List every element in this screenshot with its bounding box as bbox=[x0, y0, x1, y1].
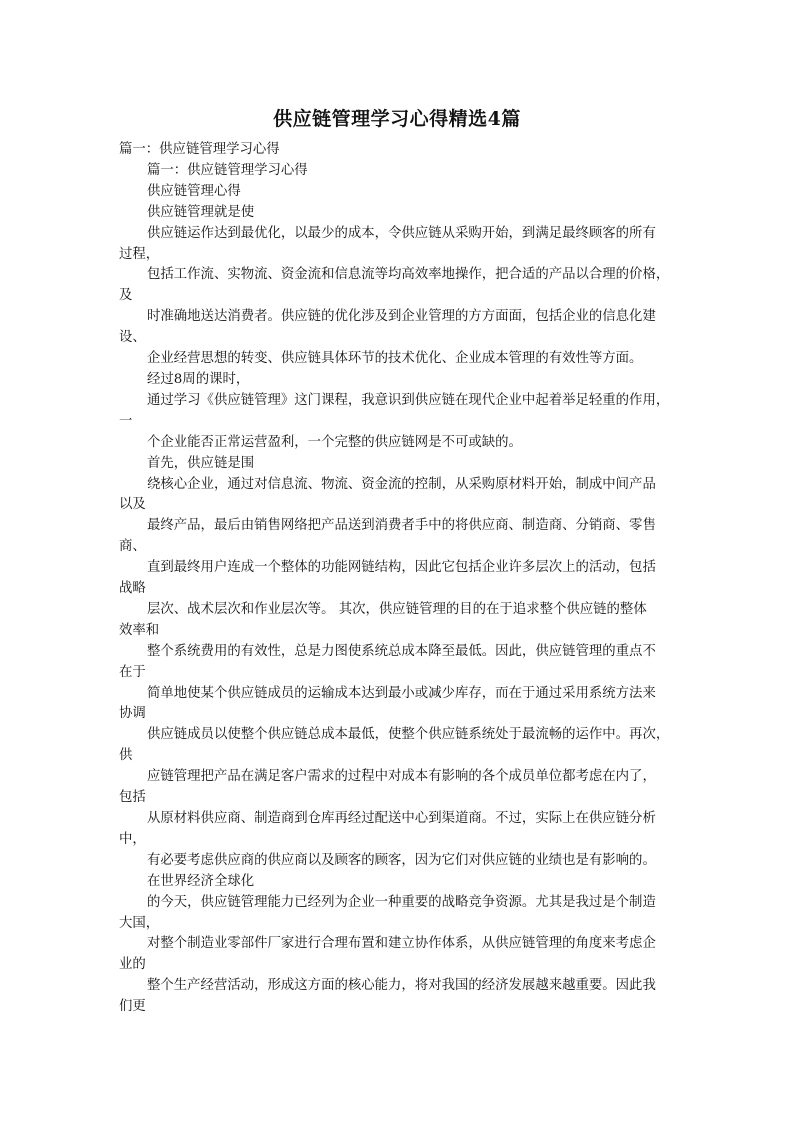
text-line: 供 bbox=[119, 748, 133, 764]
text-line: 业的 bbox=[119, 957, 146, 973]
text-line: 篇一：供应链管理学习心得 bbox=[147, 162, 308, 178]
text-line: 有必要考虑供应商的供应商以及顾客的顾客，因为它们对供应链的业绩也是有影响的。 bbox=[147, 852, 656, 868]
text-line: 整个系统费用的有效性，总是力图使系统总成本降至最低。因此，供应链管理的重点不 bbox=[147, 643, 656, 659]
text-line: 在于 bbox=[119, 664, 146, 680]
text-line: 对整个制造业零部件厂家进行合理布置和建立协作体系，从供应链管理的角度来考虑企 bbox=[147, 936, 656, 952]
text-line: 战略 bbox=[119, 581, 146, 597]
text-line: 经过8周的课时， bbox=[147, 371, 250, 387]
text-line: 一 bbox=[119, 413, 133, 429]
text-line: 整个生产经营活动，形成这方面的核心能力，将对我国的经济发展越来越重要。因此我 bbox=[147, 978, 656, 994]
text-line: 在世界经济全球化 bbox=[147, 873, 255, 889]
text-line: 供应链运作达到最优化，以最少的成本，令供应链从采购开始，到满足最终顾客的所有 bbox=[147, 225, 656, 241]
text-line: 层次、战术层次和作业层次等。 其次，供应链管理的目的在于追求整个供应链的整体 bbox=[147, 601, 647, 617]
text-line: 最终产品，最后由销售网络把产品送到消费者手中的将供应商、制造商、分销商、零售 bbox=[147, 518, 656, 534]
text-line: 直到最终用户连成一个整体的功能网链结构，因此它包括企业许多层次上的活动，包括 bbox=[147, 560, 656, 576]
text-line: 企业经营思想的转变、供应链具体环节的技术优化、企业成本管理的有效性等方面。 bbox=[147, 351, 643, 367]
text-line: 从原材料供应商、制造商到仓库再经过配送中心到渠道商。不过，实际上在供应链分析 bbox=[147, 811, 656, 826]
text-line: 时准确地送达消费者。供应链的优化涉及到企业管理的方方面面，包括企业的信息化建 bbox=[147, 309, 656, 325]
text-line: 以及 bbox=[119, 497, 146, 513]
text-line: 商、 bbox=[119, 539, 146, 555]
text-line: 通过学习《供应链管理》这门课程，我意识到供应链在现代企业中起着举足轻重的作用， bbox=[147, 392, 670, 408]
text-line: 们更 bbox=[119, 999, 146, 1015]
text-line: 首先，供应链是围 bbox=[147, 455, 255, 471]
text-line: 个企业能否正常运营盈利，一个完整的供应链网是不可或缺的。 bbox=[147, 434, 522, 450]
text-line: 供应链管理心得 bbox=[147, 183, 241, 199]
text-line: 及 bbox=[119, 288, 133, 304]
text-line: 包括 bbox=[119, 790, 146, 806]
text-line: 设、 bbox=[119, 330, 146, 346]
text-line: 供应链管理就是使 bbox=[147, 204, 255, 220]
text-line: 的今天，供应链管理能力已经列为企业一种重要的战略竞争资源。尤其是我过是个制造 bbox=[147, 894, 656, 910]
text-line: 应链管理把产品在满足客户需求的过程中对成本有影响的各个成员单位都考虑在内了， bbox=[147, 769, 656, 785]
text-line: 效率和 bbox=[119, 622, 160, 638]
document-title: 供应链管理学习心得精选4篇 bbox=[273, 108, 521, 130]
text-line: 大国， bbox=[119, 915, 160, 931]
text-line: 中， bbox=[119, 831, 146, 847]
text-line: 协调 bbox=[119, 706, 146, 722]
text-line: 过程， bbox=[119, 246, 160, 262]
text-line: 简单地使某个供应链成员的运输成本达到最小或减少库存，而在于通过采用系统方法来 bbox=[147, 685, 656, 701]
document-body bbox=[119, 140, 681, 1018]
text-line: 绕核心企业，通过对信息流、物流、资金流的控制，从采购原材料开始，制成中间产品 bbox=[147, 476, 656, 492]
text-line: 供应链成员以使整个供应链总成本最低，使整个供应链系统处于最流畅的运作中。再次， bbox=[147, 727, 670, 743]
text-line: 篇一：供应链管理学习心得 bbox=[119, 142, 280, 157]
text-line: 包括工作流、实物流、资金流和信息流等均高效率地操作，把合适的产品以合理的价格， bbox=[147, 267, 670, 283]
